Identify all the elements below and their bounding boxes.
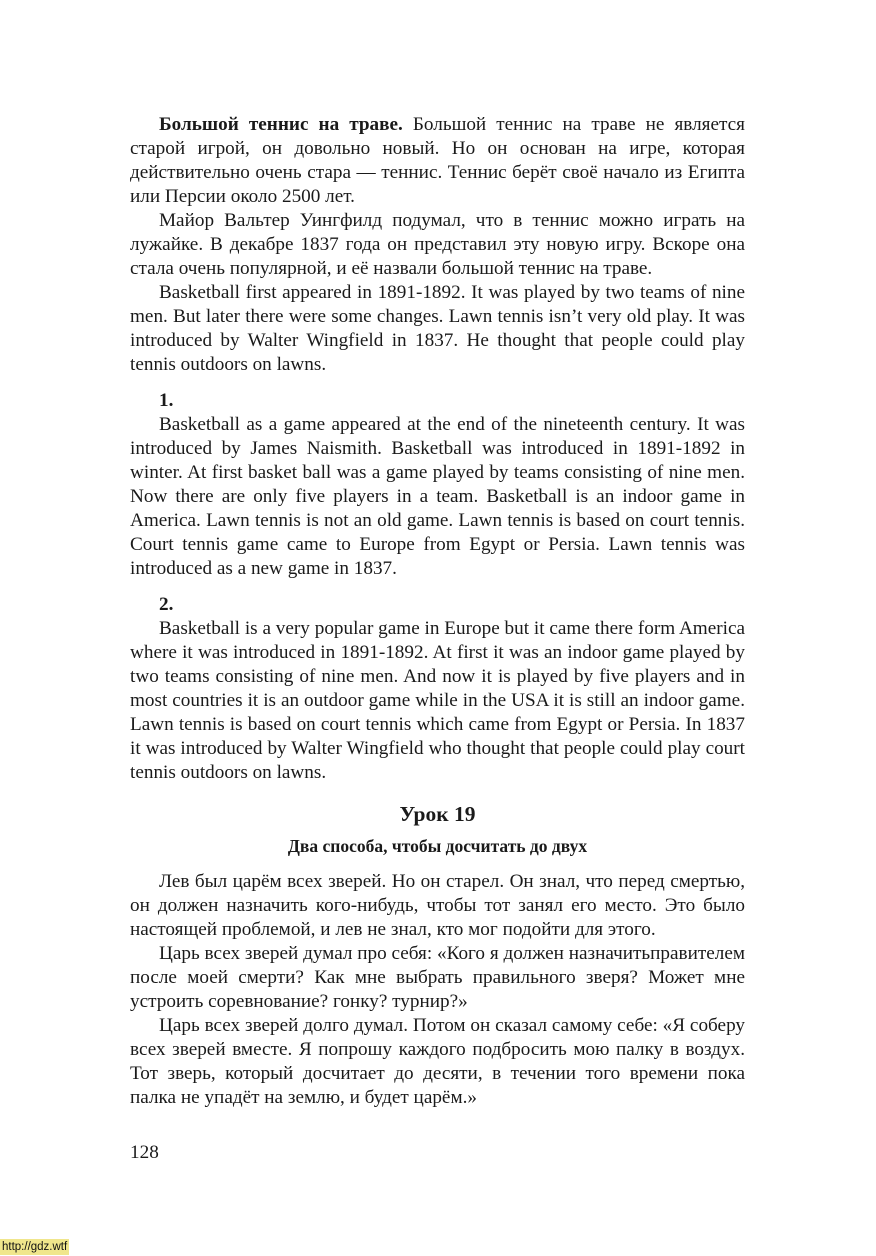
- exercise-2-text: Basketball is a very popular game in Europe but it came there form America where it was introduced in 1891-1892. At first it was an indoor game played by two teams consisting of nine men. And now it is played by five players and in most countries it is an outdoor game while in the USA it is still an indoor game. Lawn tennis is based on court tennis which came from Egypt or Persia. In 1837 it was introduced by Walter Wingfield who thought that people could play court tennis outdoors on lawns.: [130, 618, 745, 783]
- story-paragraph-3: Царь всех зверей долго думал. Потом он сказал самому себе: «Я соберу всех зверей вместе. Я попрошу каждого подбросить мою палку в воздух. Тот зверь, который досчитает до десяти, в течении того времени пока палка не упадёт на землю, и будет царём.»: [130, 1015, 745, 1108]
- exercise-1-text: Basketball as a game appeared at the end of the nineteenth century. It was introduced by James Naismith. Basketball was introduced in 1891-1892 in winter. At first basket ball was a game played by teams consisting of nine men. Now there are only five players in a team. Basketball is an indoor game in America. Lawn tennis is not an old game. Lawn tennis is based on court tennis. Court tennis game came to Europe from Egypt or Persia. Lawn tennis was introduced as a new game in 1837.: [130, 414, 745, 579]
- tennis-paragraph-1: [130, 113, 745, 209]
- tennis-paragraph-2: Майор Вальтер Уингфилд подумал, что в теннис можно играть на лужайке. В декабре 1837 года он представил эту новую игру. Вскоре она стала очень популярной, и её назвали большой теннис на траве.: [130, 210, 745, 279]
- tennis-section-title: Большой теннис на траве.: [159, 114, 403, 135]
- document-page: [130, 113, 745, 1110]
- watermark-link[interactable]: http://gdz.wtf: [2, 1241, 68, 1253]
- page-number: 128: [130, 1142, 159, 1163]
- exercise-2-number: 2.: [159, 594, 174, 615]
- tennis-paragraph-3: Basketball first appeared in 1891-1892. It was played by two teams of nine men. But later there were some changes. Lawn tennis isn’t very old play. It was introduced by Walter Wingfield in 1837. He thought that people could play tennis outdoors on lawns.: [130, 282, 745, 375]
- story-paragraph-2: Царь всех зверей думал про себя: «Кого я должен назначитьправителем после моей смерти? Как мне выбрать правильного зверя? Может мне устроить соревнование? гонку? турнир?»: [130, 943, 745, 1012]
- exercise-1-number: 1.: [159, 390, 174, 411]
- story-title: Два способа, чтобы досчитать до двух: [287, 836, 588, 856]
- lesson-title: Урок 19: [399, 802, 476, 826]
- story-paragraph-1: Лев был царём всех зверей. Но он старел. Он знал, что перед смертью, он должен назначить кого-нибудь, чтобы тот занял его место. Это было настоящей проблемой, и лев не знал, кто мог подойти для этого.: [130, 871, 745, 940]
- tennis-paragraph-1-text: Большой теннис на траве не является старой игрой, он довольно новый. Но он основан на игре, которая действительно очень стара — теннис. Теннис берёт своё начало из Египта или Персии около 2500 лет.: [130, 114, 745, 207]
